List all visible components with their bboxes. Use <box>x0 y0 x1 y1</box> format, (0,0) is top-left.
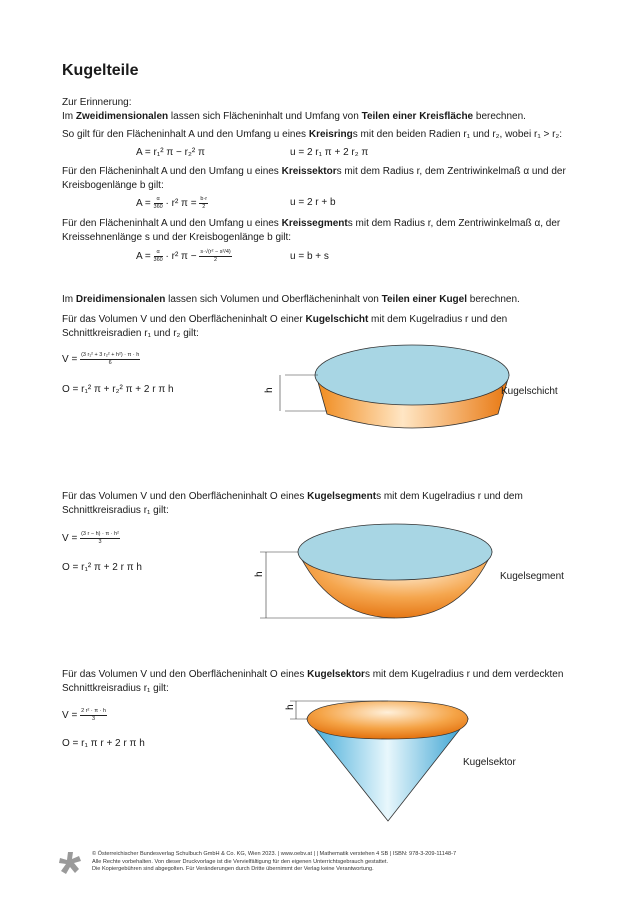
kugelschicht-diagram <box>250 330 590 440</box>
ksek-label: Kugelsektor <box>463 757 516 768</box>
ksek-surface: O = r₁ π r + 2 r π h <box>62 738 145 749</box>
schicht-text: Für das Volumen V und den Oberflächeninhalt O einer Kugelschicht mit dem Kugelradius r und den Schnittkreisradien r₁ und r₂ gilt: <box>62 314 508 339</box>
segment-text: Für den Flächeninhalt A und den Umfang u eines Kreissegments mit dem Radius r, dem Zentriwinkelmaß α, der Kreissehnenlänge s und der Kreisbogenlänge b gilt: <box>62 218 561 243</box>
sector-text: Für den Flächeninhalt A und den Umfang u eines Kreissektors mit dem Radius r, dem Zentriwinkelmaß α und der Kreisbogenlänge b gilt: <box>62 166 566 191</box>
kseg-label: Kugelsegment <box>500 571 564 582</box>
kugelsektor-diagram <box>270 695 490 830</box>
schicht-label: Kugelschicht <box>501 386 558 397</box>
segment-top-disc <box>298 524 492 580</box>
schicht-h-label: h <box>264 387 275 393</box>
kseg-volume: V = $\frac{\text{(3 r − h) · π · h²}}{3}$ <box>62 531 119 545</box>
kseg-surface: O = r₁² π + 2 r π h <box>62 562 142 573</box>
three-d-text: Im Dreidimensionalen lassen sich Volumen und Oberflächeninhalt von Teilen einer Kugel berechnen. <box>62 294 520 305</box>
ring-formula-area: A = r₁² π − r₂² π <box>136 147 205 158</box>
publisher-logo-icon <box>58 851 82 877</box>
ksek-h-label: h <box>285 704 296 710</box>
sector-formula-perimeter: u = 2 r + b <box>290 197 336 208</box>
sector-cap <box>307 701 468 739</box>
schicht-volume: V = $\frac{\text{(3 r₁² + 3 r₂² + h²) · π · h}}{6}$ <box>62 352 140 366</box>
intro-label: Zur Erinnerung: <box>62 97 132 108</box>
schicht-surface: O = r₁² π + r₂² π + 2 r π h <box>62 384 174 395</box>
intro-text: Im Zweidimensionalen lassen sich Flächeninhalt und Umfang von Teilen einer Kreisfläche berechnen. <box>62 111 526 122</box>
sector-formula-area: A = $\frac{\alpha}{360}$ · r² π = $\frac{b\cdot r}{2}$ <box>136 196 208 210</box>
kseg-h-label: h <box>254 571 265 577</box>
ring-formula-perimeter: u = 2 r₁ π + 2 r₂ π <box>290 147 369 158</box>
segment-formula-area: A = $\frac{\alpha}{360}$ · r² π − $\frac{\text{s·√(r² − s²/4)}}{2}$ <box>136 249 231 263</box>
ring-text: So gilt für den Flächeninhalt A und den Umfang u eines Kreisrings mit den beiden Radien r₁ und r₂, wobei r₁ > r₂: <box>62 129 563 140</box>
page-title: Kugelteile <box>62 62 139 79</box>
ksek-text: Für das Volumen V und den Oberflächeninhalt O eines Kugelsektors mit dem Kugelradius r und dem verdeckten Schnittkreisradius r₁ gilt: <box>62 669 564 694</box>
segment-formula-perimeter: u = b + s <box>290 251 329 262</box>
kseg-text: Für das Volumen V und den Oberflächeninhalt O eines Kugelsegments mit dem Kugelradius r und dem Schnittkreisradius r₁ gilt: <box>62 491 523 516</box>
schicht-top-disc <box>315 345 509 405</box>
ksek-volume: V = $\frac{\text{2 r² · π · h}}{3}$ <box>62 708 106 722</box>
kugelsegment-diagram <box>250 520 510 630</box>
footer: © Österreichischer Bundesverlag Schulbuch GmbH & Co. KG, Wien 2023. | www.oebv.at | | Mathematik verstehen 4 SB | ISBN: 978-3-209-11148-7 Alle Rechte vorbehalten. Von dieser Druckvorlage ist die Vervielfältigung für den eigenen Unterrichtsgebrauch gestattet. Die Kopiergebühren sind abgegolten. Für Veränderungen durch Dritte übernimmt der Verlag keine Verantwortung. <box>92 851 457 873</box>
